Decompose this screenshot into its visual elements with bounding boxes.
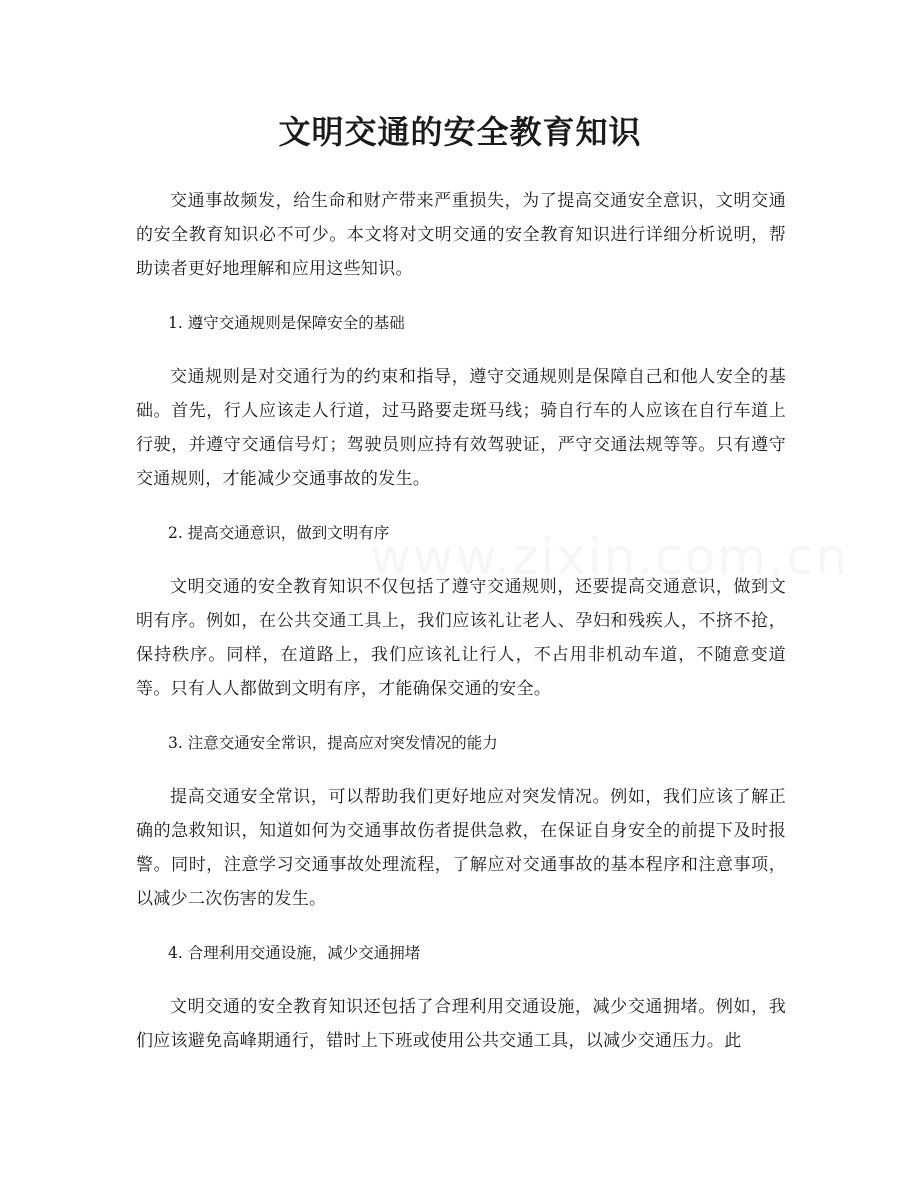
section-heading-2: 2. 提高交通意识，做到文明有序 [168, 524, 390, 542]
document-body [136, 184, 786, 1078]
section-heading-4: 4. 合理利用交通设施，减少交通拥堵 [168, 944, 421, 962]
intro-paragraph: 交通事故频发，给生命和财产带来严重损失，为了提高交通安全意识，文明交通的安全教育知识必不可少。本文将对文明交通的安全教育知识进行详细分析说明，帮助读者更好地理解和应用这些知识。 [136, 191, 786, 279]
section-paragraph-4: 文明交通的安全教育知识还包括了合理利用交通设施，减少交通拥堵。例如，我们应该避免高峰期通行，错时上下班或使用公共交通工具，以减少交通压力。此 [136, 997, 786, 1051]
section-heading-1: 1. 遵守交通规则是保障安全的基础 [168, 314, 405, 332]
section-heading-3: 3. 注意交通安全常识，提高应对突发情况的能力 [168, 734, 498, 752]
section-paragraph-1: 交通规则是对交通行为的约束和指导，遵守交通规则是保障自己和他人安全的基础。首先，行人应该走人行道，过马路要走斑马线；骑自行车的人应该在自行车道上行驶，并遵守交通信号灯；驾驶员则应持有效驾驶证，严守交通法规等等。只有遵守交通规则，才能减少交通事故的发生。 [136, 367, 786, 489]
section-paragraph-3: 提高交通安全常识，可以帮助我们更好地应对突发情况。例如，我们应该了解正确的急救知识，知道如何为交通事故伤者提供急救，在保证自身安全的前提下及时报警。同时，注意学习交通事故处理流程，了解应对交通事故的基本程序和注意事项，以减少二次伤害的发生。 [136, 787, 786, 909]
section-paragraph-2: 文明交通的安全教育知识不仅包括了遵守交通规则，还要提高交通意识，做到文明有序。例如，在公共交通工具上，我们应该礼让老人、孕妇和残疾人，不挤不抢，保持秩序。同样，在道路上，我们应该礼让行人，不占用非机动车道，不随意变道等。只有人人都做到文明有序，才能确保交通的安全。 [136, 577, 786, 699]
page-title: 文明交通的安全教育知识 [278, 113, 642, 151]
